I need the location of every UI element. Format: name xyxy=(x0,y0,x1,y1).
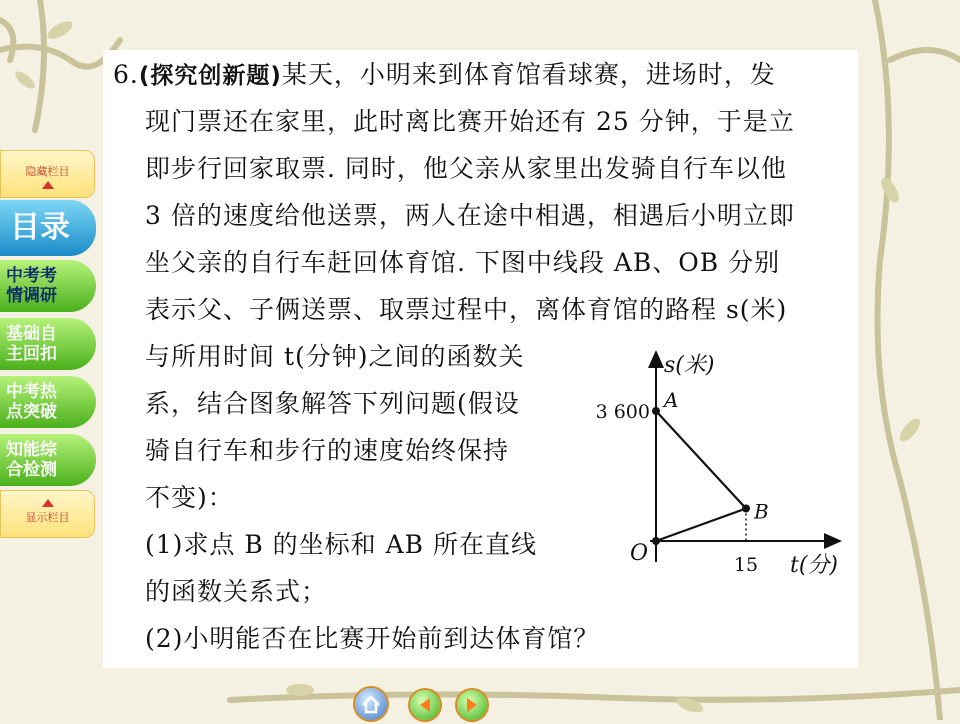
problem-line: 坐父亲的自行车赶回体育馆. 下图中线段 AB、OB 分别 xyxy=(145,248,781,277)
problem-line: (1)求点 B 的坐标和 AB 所在直线 xyxy=(145,530,537,559)
y-tick-label: 3 600 xyxy=(595,401,650,423)
problem-line-text: 某天，小明来到体育馆看球赛，进场时，发 xyxy=(281,60,776,89)
tab-basics-review-line1: 基础自 xyxy=(6,324,57,344)
problem-line: 骑自行车和步行的速度始终保持 xyxy=(145,436,510,465)
back-button[interactable] xyxy=(410,690,440,720)
point-label-B: B xyxy=(754,499,769,524)
segment-OB xyxy=(656,509,746,542)
hide-sidebar-label: 隐藏栏目 xyxy=(25,165,70,178)
tab-hot-topics-line2: 点突破 xyxy=(6,402,57,422)
tab-comprehensive-test-line2: 合检测 xyxy=(6,460,57,480)
tab-basics-review-line2: 主回扣 xyxy=(6,344,57,364)
point-B xyxy=(742,505,750,513)
problem-line: 的函数关系式； xyxy=(145,577,328,606)
forward-arrow-icon xyxy=(457,690,487,720)
tab-exam-research-line2: 情调研 xyxy=(6,286,57,306)
problem-line: 系，结合图象解答下列问题(假设 xyxy=(145,389,520,418)
problem-line: 表示父、子俩送票、取票过程中，离体育馆的路程 s(米) xyxy=(145,295,788,324)
tab-comprehensive-test-line1: 知能综 xyxy=(6,440,57,460)
point-label-A: A xyxy=(664,388,679,412)
tab-exam-research-line1: 中考考 xyxy=(6,266,57,286)
tab-hot-topics-line1: 中考热 xyxy=(6,382,57,402)
segment-AB xyxy=(656,411,746,509)
x-tick-label: 15 xyxy=(733,554,759,576)
show-sidebar-label: 显示栏目 xyxy=(25,511,70,524)
problem-line: 与所用时间 t(分钟)之间的函数关 xyxy=(145,342,525,371)
forward-button[interactable] xyxy=(457,690,487,720)
problem-tag: (探究创新题) xyxy=(138,63,282,89)
point-A xyxy=(652,407,660,415)
point-O xyxy=(652,537,660,545)
home-icon xyxy=(355,688,387,720)
x-axis-label: t(分) xyxy=(790,553,839,578)
problem-line: (2)小明能否在比赛开始前到达体育馆？ xyxy=(145,624,600,653)
toc-label: 目录 xyxy=(10,210,70,245)
origin-label: O xyxy=(630,541,649,566)
problem-line: 即步行回家取票. 同时，他父亲从家里出发骑自行车以他 xyxy=(145,154,787,183)
back-arrow-icon xyxy=(410,690,440,720)
problem-line: 现门票还在家里，此时离比赛开始还有 25 分钟，于是立 xyxy=(145,107,795,136)
problem-line: 不变)： xyxy=(145,483,234,512)
problem-number: 6. xyxy=(113,60,139,89)
problem-line: 3 倍的速度给他送票，两人在途中相遇，相遇后小明立即 xyxy=(145,201,795,230)
y-axis-label: s(米) xyxy=(664,353,715,378)
home-button[interactable] xyxy=(355,688,387,720)
